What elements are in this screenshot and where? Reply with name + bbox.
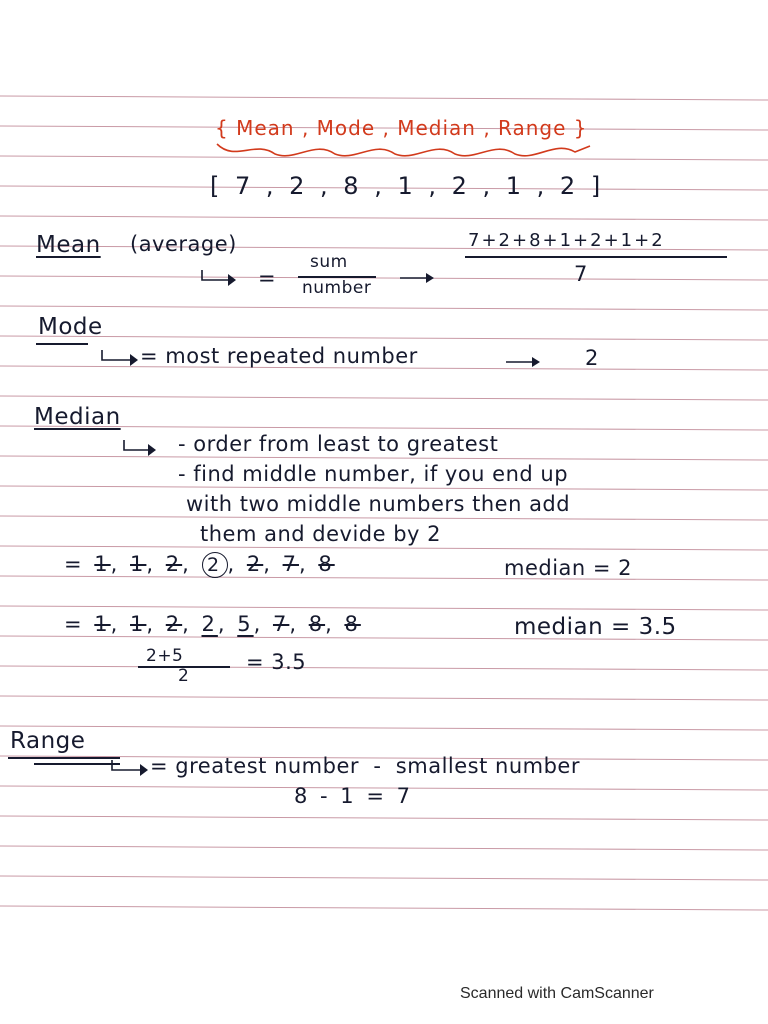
crossed-value: 7 <box>282 552 299 576</box>
crossed-value: 2 <box>165 612 183 636</box>
page-title <box>215 116 588 140</box>
ruled-line <box>0 216 768 220</box>
mean-hook-arrow <box>200 268 240 288</box>
ruled-line <box>0 486 768 490</box>
median-hook-arrow <box>122 438 162 458</box>
crossed-value: 2 <box>165 552 183 576</box>
mean-formula-denominator: number <box>302 278 372 298</box>
mode-underline <box>36 343 88 345</box>
range-calc: 8 - 1 = 7 <box>294 784 413 808</box>
ruled-line <box>0 546 768 550</box>
ruled-line <box>0 666 768 670</box>
mode-hook-arrow <box>100 348 144 368</box>
range-definition: = greatest number - smallest number <box>150 754 580 778</box>
ruled-line <box>0 906 768 910</box>
title-open-brace: { <box>215 116 229 140</box>
median-middle-value: 5 <box>237 612 254 636</box>
median-step-1: - order from least to greatest <box>178 432 499 456</box>
range-hook-arrow <box>110 758 154 778</box>
ruled-line <box>0 846 768 850</box>
ruled-line <box>0 336 768 340</box>
ruled-line <box>0 876 768 880</box>
title-text: Mean , Mode , Median , Range <box>236 116 567 140</box>
median-example-1-result: median = 2 <box>504 556 633 580</box>
ruled-line <box>0 816 768 820</box>
mean-formula <box>298 252 388 302</box>
ruled-line <box>0 96 768 100</box>
mean-calc-denominator: 7 <box>574 262 588 286</box>
mode-arrow <box>504 354 544 370</box>
mode-definition: = most repeated number <box>140 344 418 368</box>
crossed-value: 8 <box>344 612 361 636</box>
mean-equals: = <box>258 266 277 290</box>
ruled-line <box>0 456 768 460</box>
title-close-brace: } <box>573 116 588 140</box>
median-heading: Median <box>34 404 121 430</box>
ruled-line <box>0 726 768 730</box>
median-example-2-result: median = 3.5 <box>514 614 677 640</box>
ruled-line <box>0 306 768 310</box>
range-heading: Range <box>10 728 86 754</box>
median-step-3: with two middle numbers then add <box>186 492 571 516</box>
median-fraction-numerator: 2+5 <box>146 646 184 666</box>
range-underline-1 <box>8 757 120 759</box>
mean-arrow <box>398 270 438 286</box>
range-underline-2 <box>34 763 120 765</box>
dataset: [ 7 , 2 , 8 , 1 , 2 , 1 , 2 ] <box>210 172 605 200</box>
crossed-value: 8 <box>318 552 335 576</box>
ruled-line <box>0 696 768 700</box>
crossed-value: 2 <box>246 552 264 576</box>
mode-answer: 2 <box>585 346 599 370</box>
title-squiggle <box>215 140 595 162</box>
crossed-value: 1 <box>94 552 111 576</box>
median-step-4: them and devide by 2 <box>200 522 442 546</box>
median-example-2: = 1, 1, 2, 2, 5, 7, 8, 8 <box>64 612 361 636</box>
mode-heading: Mode <box>38 314 103 340</box>
crossed-value: 1 <box>130 612 147 636</box>
median-example-2-equals: = <box>64 612 85 636</box>
mean-calc-bar <box>465 256 727 258</box>
median-example-1: = 1, 1, 2, 2 , 2, 7, 8 <box>64 552 335 576</box>
crossed-value: 1 <box>130 552 147 576</box>
median-circled-value: 2 <box>202 552 228 578</box>
median-example-1-equals: = <box>64 552 85 576</box>
mean-heading: Mean <box>36 232 101 258</box>
mean-subheading: (average) <box>130 232 237 256</box>
ruled-line <box>0 396 768 400</box>
median-middle-value: 2 <box>201 612 218 636</box>
crossed-value: 7 <box>272 612 290 636</box>
median-fraction-result: = 3.5 <box>246 650 307 674</box>
crossed-value: 1 <box>94 612 111 636</box>
mean-formula-numerator: sum <box>310 252 348 272</box>
ruled-line <box>0 516 768 520</box>
ruled-line <box>0 606 768 610</box>
mean-calc-numerator: 7+2+8+1+2+1+2 <box>468 230 665 251</box>
scanner-watermark: Scanned with CamScanner <box>460 985 654 1002</box>
median-step-2: - find middle number, if you end up <box>178 462 569 486</box>
crossed-value: 8 <box>308 612 326 636</box>
median-fraction-denominator: 2 <box>178 666 190 686</box>
